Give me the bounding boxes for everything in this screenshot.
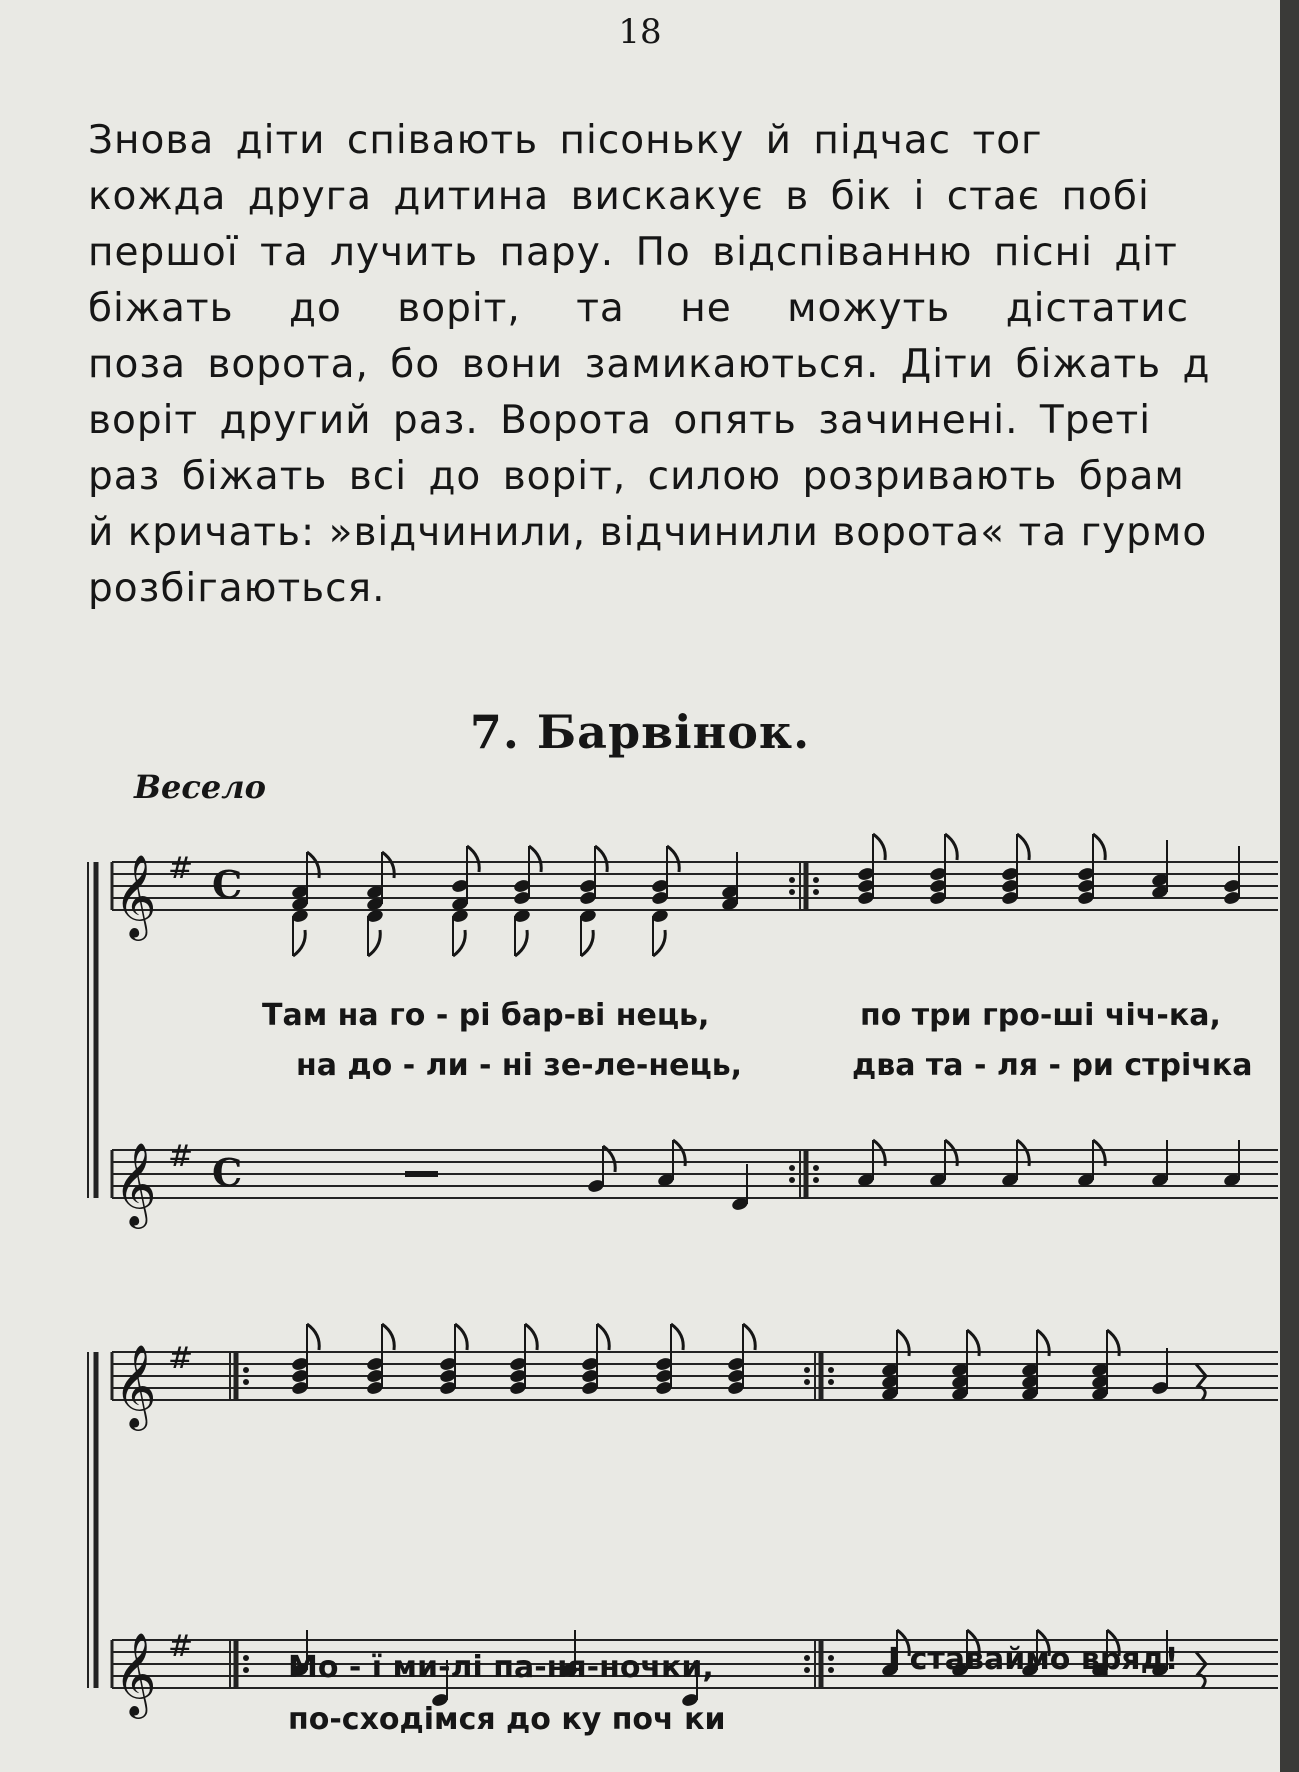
paragraph-line: раз біжать всі до воріт, силою розривають брам: [88, 454, 1185, 499]
flag: [671, 1324, 683, 1350]
flag: [595, 846, 607, 872]
flag: [873, 834, 885, 860]
paragraph-line: й кричать: »відчинили, відчинили ворота« та гурмо: [88, 510, 1208, 555]
flag: [597, 1324, 609, 1350]
repeat-dot: [804, 1655, 810, 1661]
repeat-dot: [243, 1367, 249, 1373]
flag: [467, 846, 479, 872]
paragraph-line: розбігаються.: [88, 566, 386, 611]
common-time: C: [212, 1150, 243, 1195]
lyric-line: два та - ля - ри стрічка: [852, 1048, 1253, 1083]
flag: [1093, 834, 1105, 860]
flag: [581, 930, 593, 956]
lyric-line: по-сходімся до ку поч ки: [288, 1702, 726, 1737]
repeat-dot: [243, 1655, 249, 1661]
key-signature-sharp: #: [168, 1139, 194, 1174]
treble-clef: 𝄞: [114, 853, 157, 937]
repeat-dot: [789, 877, 795, 883]
lyric-line: по три гро-ші чіч-ка,: [860, 998, 1221, 1033]
paragraph-line: кожда друга дитина вискакує в бік і стає побі: [88, 174, 1150, 219]
flag: [453, 930, 465, 956]
repeat-dot: [804, 1667, 810, 1673]
quarter-rest: [1196, 1364, 1206, 1400]
clefs: [114, 851, 242, 1719]
common-time: C: [212, 862, 243, 907]
lyric-line: Мо - ї ми-лі па-ня-ночки,: [288, 1650, 714, 1685]
repeat-dot: [789, 1177, 795, 1183]
repeat-dot: [804, 1379, 810, 1385]
lyric-line: І ставаймо вряд!: [888, 1642, 1179, 1677]
repeat-dot: [828, 1379, 834, 1385]
treble-clef: 𝄞: [114, 1343, 157, 1427]
paragraph-line: біжать до воріт, та не можуть дістатис: [88, 286, 1190, 331]
treble-clef: 𝄞: [114, 1141, 157, 1225]
paragraph-line: поза ворота, бо вони замикаються. Діти біжать д: [88, 342, 1211, 387]
repeat-dot: [813, 889, 819, 895]
flag: [368, 930, 380, 956]
flag: [307, 1324, 319, 1350]
tempo-marking: Весело: [134, 768, 267, 806]
paragraph-line: воріт другий раз. Ворота опять зачинені. Треті: [88, 398, 1152, 443]
flag: [382, 1324, 394, 1350]
flag: [667, 846, 679, 872]
notes: [243, 834, 1241, 1708]
lyric-line: Там на го - рі бар-ві нець,: [262, 998, 710, 1033]
flag: [945, 834, 957, 860]
repeat-dot: [828, 1367, 834, 1373]
paragraph-line: першої та лучить пару. По відспіванню пісні діт: [88, 230, 1178, 275]
lyric-line: на до - ли - ні зе-ле-нець,: [296, 1048, 743, 1083]
repeat-dot: [804, 1367, 810, 1373]
flag: [455, 1324, 467, 1350]
repeat-dot: [828, 1655, 834, 1661]
paragraph-line: Знова діти співають пісоньку й підчас тог: [88, 118, 1043, 163]
repeat-dot: [813, 1165, 819, 1171]
page-number: 18: [618, 12, 662, 52]
repeat-dot: [828, 1667, 834, 1673]
key-signature-sharp: #: [168, 851, 194, 886]
repeat-dot: [813, 1177, 819, 1183]
flag: [293, 930, 305, 956]
flag: [653, 930, 665, 956]
flag: [525, 1324, 537, 1350]
flag: [1017, 834, 1029, 860]
repeat-dot: [813, 877, 819, 883]
flag: [515, 930, 527, 956]
repeat-dot: [243, 1379, 249, 1385]
treble-clef: 𝄞: [114, 1631, 157, 1715]
flag: [743, 1324, 755, 1350]
staves: [88, 862, 1278, 1688]
flag: [529, 846, 541, 872]
key-signature-sharp: #: [168, 1341, 194, 1376]
repeat-dot: [789, 889, 795, 895]
repeat-dot: [243, 1667, 249, 1673]
key-signature-sharp: #: [168, 1629, 194, 1664]
song-title: 7. Барвінок.: [469, 705, 811, 759]
repeat-dot: [789, 1165, 795, 1171]
quarter-rest: [1196, 1652, 1206, 1688]
